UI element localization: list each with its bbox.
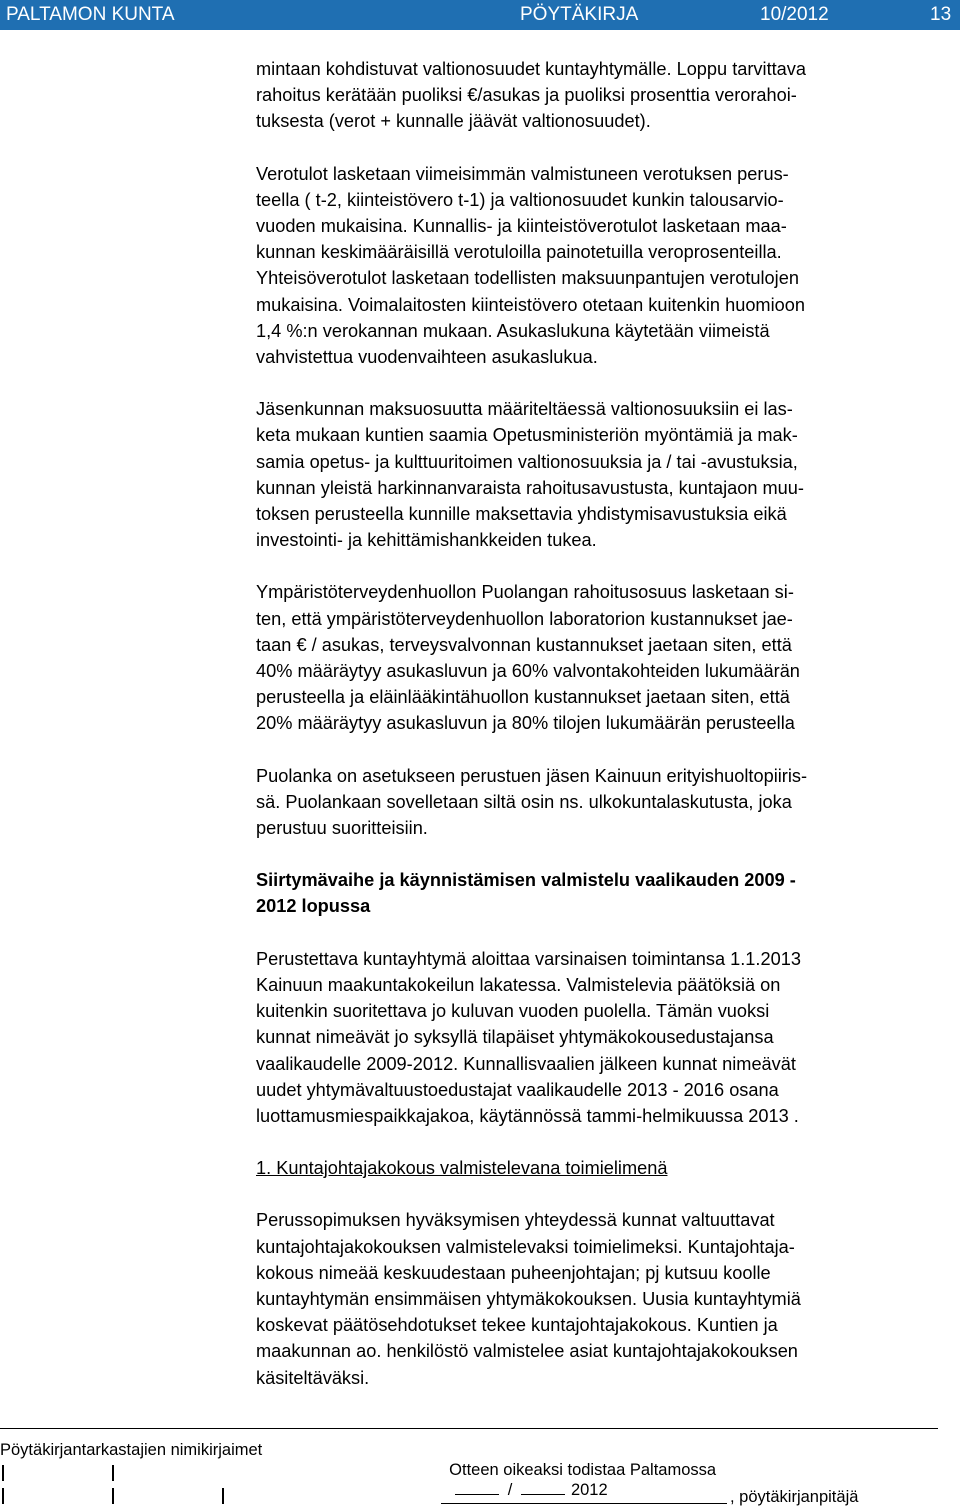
attestation-month-blank: [521, 1480, 565, 1495]
paragraph-tax-revenue: Verotulot lasketaan viimeisimmän valmistuneen verotuksen perus- teella ( t-2, kiinteistövero t-1) ja valtionosuudet kunkin talousarvio- vuoden mukaisina. Kunnallis- ja kiinteistöverotulot lasketaan maa- kunnan keskimääräisillä verotuloilla painotetuilla veroprosenteilla. Yhteisöverotulot lasketaan todellisten maksuunpantujen verotulojen mukaisina. Voimalaitosten kiinteistövero otetaan kuitenkin huomioon 1,4 %:n verokannan mukaan. Asukaslukuna käytetään viimeistä vahvistettua vuodenvaihteen asukaslukua.: [256, 163, 805, 368]
signer-role: , pöytäkirjanpitäjä: [730, 1488, 859, 1506]
initials-separator: [2, 1488, 4, 1504]
paragraph-environmental-health: Ympäristöterveydenhuollon Puolangan rahoitusosuus lasketaan si- ten, että ympäristöterveydenhuollon laboratorion kustannukset jae- taan € / asukas, terveysvalvonnan kustannukset jaetaan siten, että 40% määräytyy asukasluvun ja 60% valvontakohteiden lukumäärän perusteella ja eläinlääkintähuollon kustannukset jaetaan siten, että 20% määräytyy asukasluvun ja 80% tilojen lukumäärän perusteella: [256, 582, 800, 734]
initials-separator: [112, 1465, 114, 1481]
attestation-day-blank: [455, 1480, 499, 1495]
header-page-number: 13: [930, 4, 952, 25]
section-heading: Siirtymävaihe ja käynnistämisen valmistelu vaalikauden 2009 - 2012 lopussa: [256, 870, 796, 917]
attestation-text: Otteen oikeaksi todistaa Paltamossa: [449, 1461, 717, 1479]
header-document-type: PÖYTÄKIRJA: [520, 4, 639, 25]
initials-separator: [112, 1488, 114, 1504]
footer-attestation: [440, 1440, 716, 1500]
paragraph-funding: mintaan kohdistuvat valtionosuudet kuntayhtymälle. Loppu tarvittava rahoitus kerätään puoliksi €/asukas ja puoliksi prosenttia verorahoi- tuksesta (verot + kunnalle jäävät valtionosuudet).: [256, 59, 806, 132]
paragraph-managers-meeting: Perussopimuksen hyväksymisen yhteydessä kunnat valtuuttavat kuntajohtajakokouksen valmistelevaksi toimielimeksi. Kuntajohtaja- kokous nimeää keskuudestaan puheenjohtajan; pj kutsuu koolle kuntayhtymän ensimmäisen yhtymäkokouksen. Uusia kuntayhtymiä koskevat päätösehdotukset tekee kuntajohtajakokous. Kuntien ja maakunnan ao. henkilöstö valmistelee asiat kuntajohtajakokouksen käsiteltäväksi.: [256, 1210, 801, 1388]
header-issue-number: 10/2012: [760, 4, 829, 25]
footer-signatures-label: Pöytäkirjantarkastajien nimikirjaimet: [0, 1441, 263, 1459]
footer-divider: [0, 1428, 938, 1429]
header-organization: PALTAMON KUNTA: [6, 4, 175, 25]
paragraph-member-share: Jäsenkunnan maksuosuutta määriteltäessä valtionosuuksiin ei las- keta mukaan kuntien saamia Opetusministeriön myöntämiä ja mak- samia opetus- ja kulttuuritoimen valtionosuuksia ja / tai -avustuksia, kunnan yleistä harkinnanvaraista rahoitusavustusta, kuntajaon muu- toksen perusteella kunnille maksettavia yhdistymisavustuksia eikä investointi- ja kehittämishankkeiden tukea.: [256, 399, 804, 551]
attestation-separator: /: [503, 1481, 517, 1499]
initials-separator: [222, 1488, 224, 1504]
paragraph-puolanka: Puolanka on asetukseen perustuen jäsen Kainuun erityishuoltopiiris- sä. Puolankaan sovelletaan siltä osin ns. ulkokuntalaskutusta, joka perustuu suoritteisiin.: [256, 765, 808, 839]
attestation-year: 2012: [570, 1481, 608, 1499]
page-header: [0, 0, 960, 30]
subsection-heading: 1. Kuntajohtajakokous valmistelevana toimielimenä: [256, 1158, 668, 1179]
signature-line: [441, 1503, 727, 1504]
initials-separator: [2, 1465, 4, 1481]
document-body: [256, 56, 946, 1391]
paragraph-transition: Perustettava kuntayhtymä aloittaa varsinaisen toimintansa 1.1.2013 Kainuun maakuntakokeilun lakatessa. Valmistelevia päätöksiä on kuitenkin suoritettava jo kuluvan vuoden puolella. Tämän vuoksi kunnat nimeävät jo syksyllä tilapäiset yhtymäkokousedustajansa vaalikaudelle 2009-2012. Kunnallisvaalien jälkeen kunnat nimeävät uudet yhtymävaltuustoedustajat vaalikaudelle 2013 - 2016 osana luottamusmiespaikkajakoa, käytännössä tammi-helmikuussa 2013 .: [256, 948, 801, 1126]
